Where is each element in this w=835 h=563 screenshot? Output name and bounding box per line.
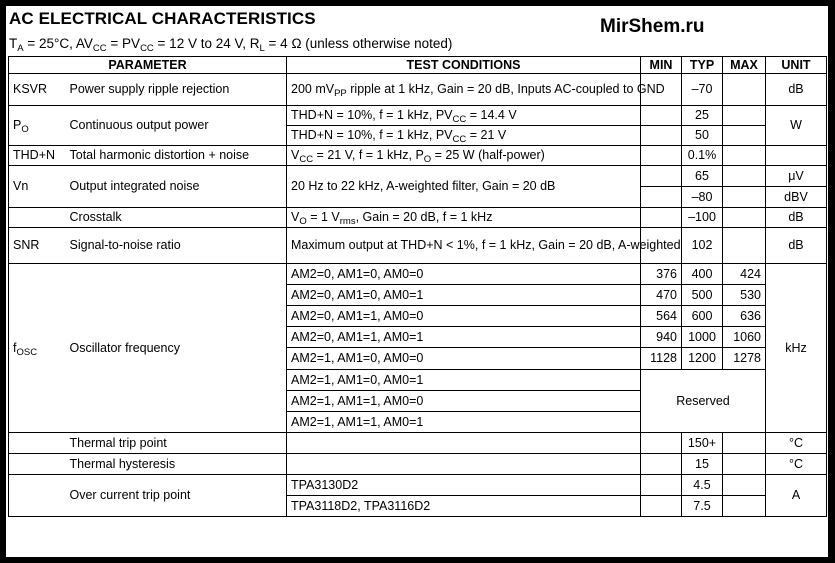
max-value — [723, 106, 766, 126]
min-value — [641, 454, 682, 475]
table-row-po — [9, 106, 827, 126]
unit-value: A — [766, 475, 827, 517]
symbol — [9, 454, 66, 475]
col-unit: UNIT — [766, 57, 827, 74]
test-condition: TPA3118D2, TPA3116D2 — [287, 496, 641, 517]
symbol: $P_O$ — [9, 106, 66, 146]
parameter-name: Continuous output power — [66, 106, 287, 146]
unit-value: dB — [766, 74, 827, 106]
min-value: 376 — [641, 264, 682, 285]
parameter-name: Thermal hysteresis — [66, 454, 287, 475]
test-condition: $V_{CC} = 21$ V, f = 1 kHz, $P_O = 25$ W (half-power) — [287, 146, 641, 166]
parameter-name: Output integrated noise — [66, 166, 287, 208]
col-parameter: PARAMETER — [9, 57, 287, 74]
typ-value: 0.1% — [682, 146, 723, 166]
test-condition: AM2=0, AM1=1, AM0=0 — [287, 306, 641, 327]
max-value — [723, 475, 766, 496]
test-condition: AM2=1, AM1=0, AM0=0 — [287, 348, 641, 370]
typ-value: 600 — [682, 306, 723, 327]
unit-value: W — [766, 106, 827, 146]
min-value — [641, 187, 682, 208]
unit-value: kHz — [766, 264, 827, 433]
typ-value: –80 — [682, 187, 723, 208]
symbol: $f_{OSC}$ — [9, 264, 66, 433]
table-row-crosstalk — [9, 208, 827, 228]
typ-value: 1200 — [682, 348, 723, 370]
test-condition: THD+N = 10%, f = 1 kHz, $PV_{CC} = 21$ V — [287, 126, 641, 146]
table-row-snr — [9, 228, 827, 264]
max-value — [723, 146, 766, 166]
unit-value: °C — [766, 433, 827, 454]
unit-value — [766, 146, 827, 166]
min-value: 470 — [641, 285, 682, 306]
ac-characteristics-table — [8, 56, 827, 517]
min-value — [641, 166, 682, 187]
max-value: 530 — [723, 285, 766, 306]
min-value: 564 — [641, 306, 682, 327]
table-header-row — [9, 57, 827, 74]
unit-value: dBV — [766, 187, 827, 208]
test-condition: AM2=0, AM1=0, AM0=0 — [287, 264, 641, 285]
table-row-fosc — [9, 264, 827, 285]
parameter-name: Total harmonic distortion + noise — [66, 146, 287, 166]
min-value — [641, 475, 682, 496]
min-value — [641, 126, 682, 146]
typ-value: 25 — [682, 106, 723, 126]
table-row-vn — [9, 166, 827, 187]
test-condition: 20 Hz to 22 kHz, A-weighted filter, Gain = 20 dB — [287, 166, 641, 208]
min-value — [641, 433, 682, 454]
test-condition: THD+N = 10%, f = 1 kHz, $PV_{CC} = 14.4$ V — [287, 106, 641, 126]
test-condition — [287, 433, 641, 454]
section-title: AC ELECTRICAL CHARACTERISTICS — [9, 9, 316, 28]
col-min: MIN — [641, 57, 682, 74]
reserved-label: Reserved — [641, 370, 766, 433]
max-value — [723, 496, 766, 517]
unit-value: dB — [766, 228, 827, 264]
test-conditions-note: $T_A = 25^\circ C$, $AV_{CC} = PV_{CC} = 12$ V to 24 V, $R_L = 4$ Ω (unless otherwise noted) — [9, 36, 453, 54]
symbol: KSVR — [9, 74, 66, 106]
typ-value: 102 — [682, 228, 723, 264]
min-value — [641, 146, 682, 166]
max-value — [723, 126, 766, 146]
col-typ: TYP — [682, 57, 723, 74]
min-value: 940 — [641, 327, 682, 348]
test-condition — [287, 454, 641, 475]
min-value — [641, 106, 682, 126]
parameter-name: Crosstalk — [66, 208, 287, 228]
symbol — [9, 208, 66, 228]
typ-value: 500 — [682, 285, 723, 306]
unit-value: °C — [766, 454, 827, 475]
test-condition: Maximum output at THD+N < 1%, f = 1 kHz, Gain = 20 dB, A-weighted — [287, 228, 641, 264]
min-value — [641, 208, 682, 228]
parameter-name: Thermal trip point — [66, 433, 287, 454]
typ-value: 65 — [682, 166, 723, 187]
table-row-overcurrent — [9, 475, 827, 496]
table-row-ksvr — [9, 74, 827, 106]
typ-value: 15 — [682, 454, 723, 475]
symbol: THD+N — [9, 146, 66, 166]
site-watermark: MirShem.ru — [600, 16, 705, 37]
max-value: 1278 — [723, 348, 766, 370]
symbol: Vn — [9, 166, 66, 208]
typ-value: –70 — [682, 74, 723, 106]
typ-value: –100 — [682, 208, 723, 228]
parameter-name: Oscillator frequency — [66, 264, 287, 433]
max-value — [723, 454, 766, 475]
typ-value: 150+ — [682, 433, 723, 454]
table-row-thermal-trip — [9, 433, 827, 454]
parameter-name: Power supply ripple rejection — [66, 74, 287, 106]
symbol — [9, 475, 66, 517]
test-condition: AM2=1, AM1=1, AM0=1 — [287, 412, 641, 433]
max-value — [723, 228, 766, 264]
symbol: SNR — [9, 228, 66, 264]
max-value — [723, 187, 766, 208]
test-condition: AM2=1, AM1=0, AM0=1 — [287, 370, 641, 391]
max-value — [723, 208, 766, 228]
min-value: 1128 — [641, 348, 682, 370]
typ-value: 4.5 — [682, 475, 723, 496]
test-condition: AM2=1, AM1=1, AM0=0 — [287, 391, 641, 412]
typ-value: 400 — [682, 264, 723, 285]
parameter-name: Signal-to-noise ratio — [66, 228, 287, 264]
max-value: 1060 — [723, 327, 766, 348]
table-row-thd — [9, 146, 827, 166]
max-value — [723, 166, 766, 187]
parameter-name: Over current trip point — [66, 475, 287, 517]
symbol — [9, 433, 66, 454]
typ-value: 1000 — [682, 327, 723, 348]
col-max: MAX — [723, 57, 766, 74]
col-test-conditions: TEST CONDITIONS — [287, 57, 641, 74]
max-value — [723, 433, 766, 454]
max-value: 424 — [723, 264, 766, 285]
test-condition: 200 $mV_{PP}$ ripple at 1 kHz, Gain = 20 dB, Inputs AC-coupled to GND — [287, 74, 641, 106]
datasheet-page — [6, 6, 828, 557]
test-condition: TPA3130D2 — [287, 475, 641, 496]
test-condition: $V_O = 1$ $V_{rms}$, Gain = 20 dB, f = 1 kHz — [287, 208, 641, 228]
unit-value: dB — [766, 208, 827, 228]
typ-value: 50 — [682, 126, 723, 146]
table-row-thermal-hysteresis — [9, 454, 827, 475]
max-value — [723, 74, 766, 106]
unit-value: μV — [766, 166, 827, 187]
max-value: 636 — [723, 306, 766, 327]
test-condition: AM2=0, AM1=0, AM0=1 — [287, 285, 641, 306]
min-value — [641, 496, 682, 517]
test-condition: AM2=0, AM1=1, AM0=1 — [287, 327, 641, 348]
typ-value: 7.5 — [682, 496, 723, 517]
